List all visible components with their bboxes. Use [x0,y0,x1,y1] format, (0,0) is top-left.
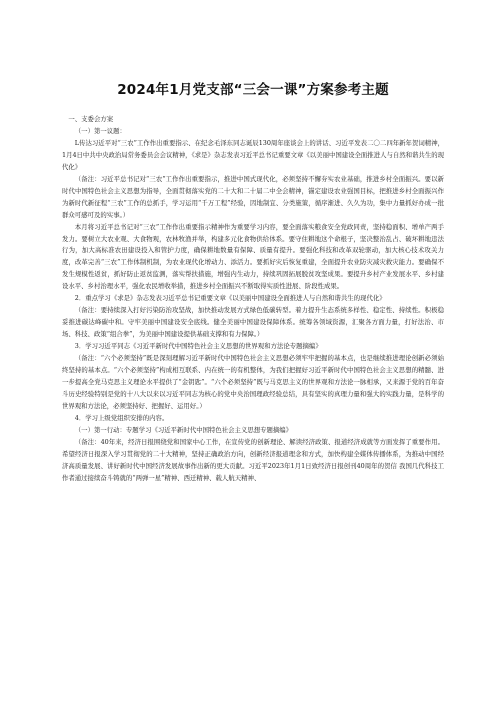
document-title: 2024年1月党支部“三会一课”方案参考主题 [117,82,389,98]
paragraph: （备注：习近平总书记对“三农”工作作出重要指示，推进中国式现代化，必须坚持不懈夯实农业基础，推进乡村全面振兴。要以新时代中国特色社会主义思想为指导，全面贯彻落实党的二十大和二十届二中全会精神，锚定建设农业强国目标，把推进乡村全面振兴作为新时代新征程“三农”工作的总抓手，学习运用“千万工程”经验，因地制宜、分类施策，循序渐进、久久为功，集中力量抓好办成一批群众可感可及的实事。） [62,174,444,219]
section-heading: 一、支委会方案 [68,115,114,123]
paragraph: 4．学习上级党组织安排的内容。 [74,413,169,422]
paragraph: （备注：要持续深入打好污染防治攻坚战，加快推动发展方式绿色低碳转型。着力提升生态系统多样性、稳定性、持续性。积极稳妥推进碳达峰碳中和。守牢美丽中国建设安全底线。健全美丽中国建设保障体系。统筹各领域资源，汇聚各方面力量，打好法治、市场、科技、政策“组合拳”，为美丽中国建设提供基础支撑和有力保障。） [62,306,444,339]
paragraph: 3．学习习近平同志《习近平新时代中国特色社会主义思想的世界观和方法论专题摘编》 [74,342,322,351]
section-heading: （一）第一议题： [74,126,126,135]
section-heading: （一）第一行动：专题学习《习近平新时代中国特色社会主义思想专题摘编》 [74,425,293,434]
paragraph: （备注：40年来，经济日报围绕党和国家中心工作，在宣传党的创新理论、解读经济政策、报道经济成就等方面发挥了重要作用。希望经济日报深入学习贯彻党的二十大精神，坚持正确政治方向，创新经济报道理念和方式，加快构建全媒体传播体系，为推动中国经济高质量发展、讲好新时代中国经济发展故事作出新的更大贡献。习近平2023年1月1日致经济日报创刊40周年的贺信 我国几代科技工作者通过接续奋斗铸就的“两弹一星”精神、西迁精神、载人航天精神、 [62,437,444,482]
paragraph: L传达习近平对“三农”工作作出重要指示、在纪念毛泽东同志诞辰130周年座谈会上的讲话、习近平发表二〇二四年新年贺词精神，1月4日中共中央政治局常务委员会会议精神，《求是》杂志发表习近平总书记重要文章《以美丽中国建设全面推进人与自然和谐共生的现代化》 [62,138,444,171]
paragraph: 2．重点学习《求是》杂志发表习近平总书记重要文章《以美丽中国建设全面推进人与自然和谐共生的现代化》 [74,294,386,303]
paragraph: 本月将习近平总书记对“三农”工作作出重要指示精神作为重要学习内容，要全面落实粮食安全党政同责，坚持稳面积、增单产两手发力。要树立大农业观、大食物观，农林牧渔并举，构建多元化食物供给体系。要守住耕地这个命根子，坚决整治乱占、破坏耕地违法行为，加大高标准农田建设投入和管护力度，确保耕地数量有保障、质量有提升。要强化科技和改革双轮驱动，加大核心技术攻关力度，改革完善“三农”工作体制机制，为农业现代化增动力、添活力。要抓好灾后恢复重建，全面提升农业防灾减灾救灾能力。要确保不发生规模性返贫，抓好防止返贫监测，落实帮扶措施，增强内生动力，持续巩固拓展脱贫攻坚成果。要提升乡村产业发展水平、乡村建设水平、乡村治理水平，强化农民增收举措，推进乡村全面振兴不断取得实质性进展、阶段性成果。 [62,222,444,291]
paragraph: （备注：“六个必须坚持”既是深刻理解习近平新时代中国特色社会主义思想必须牢牢把握的基本点，也是继续推进理论创新必须始终坚持的基本点。“六个必须坚持”构成相互联系、内在统一的有机整体，为我们把握好习近平新时代中国特色社会主义思想的精髓、进一步提高全党马克思主义理论水平提供了“金钥匙”。“六个必须坚持”既与马克思主义的世界观和方法论一脉相承，又来源于党的百年奋斗历史经验特别是党的十八大以来以习近平同志为核心的党中央治国理政经验总结，具有坚实的真理力量和强大的实践力量，是科学的世界观和方法论，必须坚持好、把握好、运用好。） [62,354,444,410]
document-body [62,114,444,485]
